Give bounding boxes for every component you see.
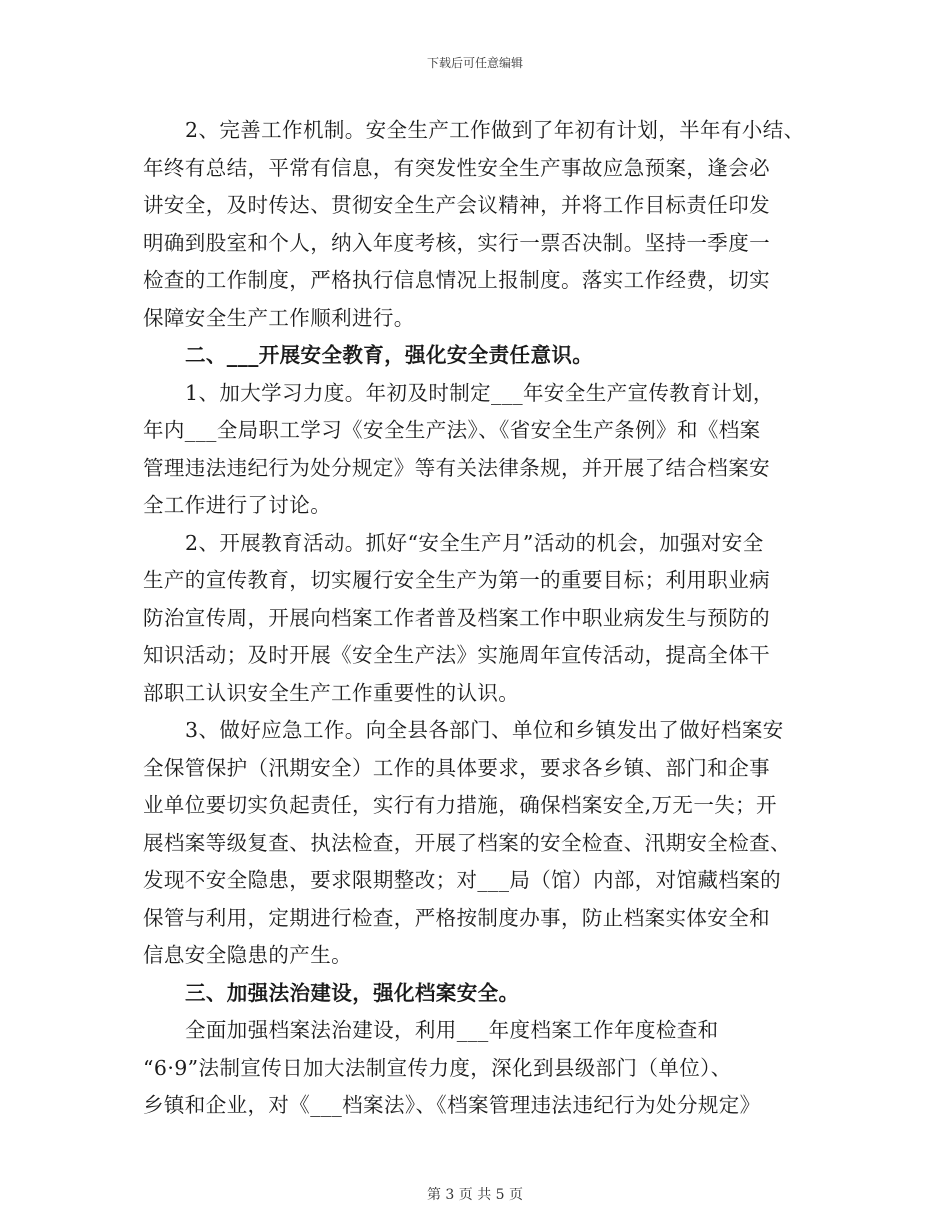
text-line: 发现不安全隐患，要求限期整改；对___局（馆）内部，对馆藏档案的	[143, 868, 782, 892]
text-line: 管理违法违纪行为处分规定》等有关法律条规，并开展了结合档案安	[143, 455, 770, 480]
text-line: 知识活动；及时开展《安全生产法》实施周年宣传活动，提高全体干	[143, 643, 770, 667]
text-line: 2、开展教育活动。抓好“安全生产月”活动的机会，加强对安全	[185, 530, 764, 555]
text-line: 保障安全生产工作顺利进行。	[143, 305, 415, 330]
page-header: 下载后可任意编辑	[426, 56, 523, 70]
document-body	[143, 112, 811, 1125]
text-line: 年终有总结，平常有信息，有突发性安全生产事故应急预案，逢会必	[143, 155, 770, 180]
text-line: 业单位要切实负起责任，实行有力措施，确保档案安全,万无一失；开	[143, 793, 777, 817]
text-line: 明确到股室和个人，纳入年度考核，实行一票否决制。坚持一季度一	[143, 230, 770, 255]
text-line: 讲安全，及时传达、贯彻安全生产会议精神，并将工作目标责任印发	[143, 193, 770, 217]
text-line: 生产的宣传教育，切实履行安全生产为第一的重要目标；利用职业病	[143, 568, 770, 592]
text-line: 信息安全隐患的产生。	[143, 943, 352, 967]
text-line: 防治宣传周，开展向档案工作者普及档案工作中职业病发生与预防的	[143, 605, 770, 630]
text-line: “6·9”法制宣传日加大法制宣传力度，深化到县级部门（单位）、	[143, 1055, 732, 1080]
text-line: 3、做好应急工作。向全县各部门、单位和乡镇发出了做好档案安	[185, 718, 784, 742]
text-line: 部职工认识安全生产工作重要性的认识。	[143, 680, 520, 705]
text-line: 乡镇和企业，对《___档案法》、《档案管理违法违纪行为处分规定》	[143, 1093, 761, 1117]
text-line: 展档案等级复查、执法检查，开展了档案的安全检查、汛期安全检查、	[143, 830, 791, 855]
text-line: 全保管保护（汛期安全）工作的具体要求，要求各乡镇、部门和企事	[143, 755, 770, 780]
text-line: 全工作进行了讨论。	[143, 493, 332, 517]
text-line: 2、完善工作机制。安全生产工作做到了年初有计划，半年有小结、	[185, 118, 805, 142]
text-line: 年内___全局职工学习《安全生产法》、《省安全生产条例》和《档案	[143, 418, 761, 442]
text-line: 检查的工作制度，严格执行信息情况上报制度。落实工作经费，切实	[143, 268, 770, 292]
text-line: 保管与利用，定期进行检查，严格按制度办事，防止档案实体安全和	[143, 905, 770, 930]
text-line: 1、加大学习力度。年初及时制定___年安全生产宣传教育计划，	[185, 380, 774, 405]
section-heading: 二、___开展安全教育，强化安全责任意识。	[185, 343, 594, 367]
section-heading: 三、加强法治建设，强化档案安全。	[185, 980, 520, 1005]
text-line: 全面加强档案法治建设，利用___年度档案工作年度检查和	[185, 1018, 719, 1042]
page-footer: 第 3 页 共 5 页	[426, 1187, 524, 1203]
